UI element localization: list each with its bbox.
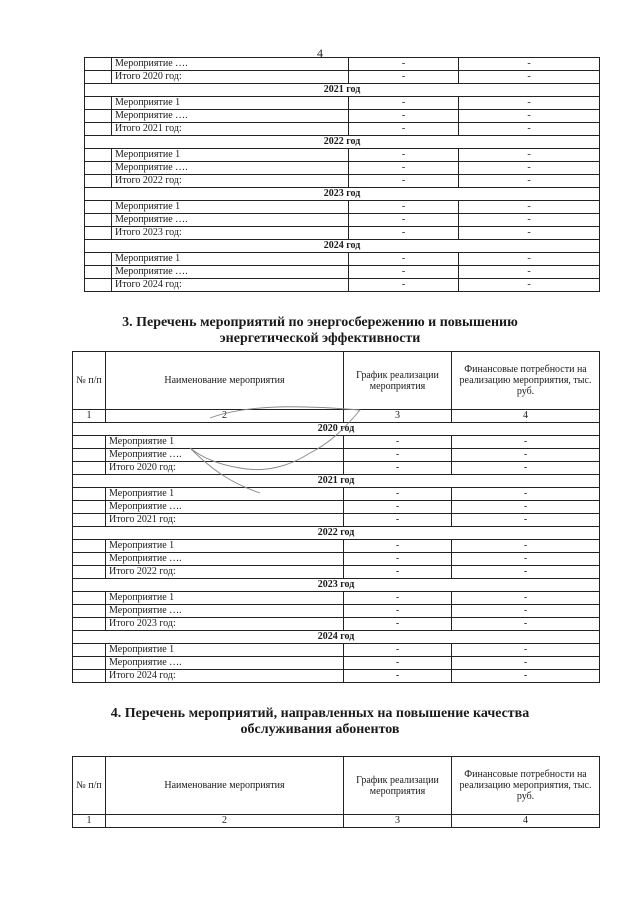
event-name-cell: Мероприятие 1 [106,488,344,501]
table-row [85,253,600,266]
finance-cell: - [452,540,600,553]
num-cell [85,253,112,266]
table-row [85,214,600,227]
schedule-cell: - [344,488,452,501]
schedule-cell: - [344,670,452,683]
table-row [73,436,600,449]
schedule-cell: - [349,110,459,123]
finance-cell: - [452,436,600,449]
table-header-row [73,757,600,815]
header-num: № п/п [73,352,106,410]
year-label: 2022 год [73,527,600,540]
finance-cell: - [459,227,600,240]
table-row [73,592,600,605]
schedule-cell: - [349,266,459,279]
table-row [73,618,600,631]
event-name-cell: Мероприятие 1 [112,253,349,266]
num-cell [85,175,112,188]
year-label: 2021 год [85,84,600,97]
event-name-cell: Мероприятие …. [106,657,344,670]
event-name-cell: Мероприятие …. [106,605,344,618]
num-cell [85,110,112,123]
year-label: 2021 год [73,475,600,488]
finance-cell: - [452,618,600,631]
event-name-cell: Мероприятие …. [106,553,344,566]
event-name-cell: Мероприятие …. [112,58,349,71]
finance-cell: - [459,58,600,71]
energy-saving-table [72,351,600,683]
table-row [85,110,600,123]
finance-cell: - [452,592,600,605]
service-quality-table [72,756,600,828]
year-row [85,84,600,97]
event-name-cell: Итого 2021 год: [112,123,349,136]
table-row [85,71,600,84]
event-name-cell: Мероприятие …. [112,266,349,279]
num-cell [85,227,112,240]
table-row [73,514,600,527]
index-row [73,410,600,423]
finance-cell: - [459,175,600,188]
event-name-cell: Итого 2020 год: [106,462,344,475]
year-row [73,475,600,488]
year-row [73,579,600,592]
event-name-cell: Итого 2024 год: [106,670,344,683]
finance-cell: - [459,110,600,123]
year-row [85,240,600,253]
num-cell [85,266,112,279]
section-4-title-line2: обслуживания абонентов [240,722,400,737]
num-cell [73,618,106,631]
schedule-cell: - [349,175,459,188]
year-label: 2022 год [85,136,600,149]
event-name-cell: Мероприятие 1 [112,97,349,110]
schedule-cell: - [344,436,452,449]
header-name: Наименование мероприятия [106,352,344,410]
table-row [73,449,600,462]
num-cell [73,436,106,449]
num-cell [73,449,106,462]
finance-cell: - [459,253,600,266]
table-row [85,123,600,136]
header-schedule: График реализации мероприятия [344,757,452,815]
num-cell [73,488,106,501]
num-cell [85,162,112,175]
schedule-cell: - [349,227,459,240]
schedule-cell: - [344,501,452,514]
schedule-cell: - [349,97,459,110]
section-3-title-line2: энергетической эффективности [219,331,421,346]
event-name-cell: Мероприятие …. [112,214,349,227]
event-name-cell: Итого 2021 год: [106,514,344,527]
page-number: 4 [317,46,323,60]
num-cell [73,462,106,475]
year-row [85,188,600,201]
schedule-cell: - [344,644,452,657]
section-3-title-line1: 3. Перечень мероприятий по энергосбережению и повышению [122,315,518,330]
table-row [73,501,600,514]
finance-cell: - [452,488,600,501]
finance-cell: - [452,657,600,670]
finance-cell: - [452,566,600,579]
index-cell: 4 [452,815,600,828]
finance-cell: - [459,97,600,110]
schedule-cell: - [349,214,459,227]
table-header-row [73,352,600,410]
table-row [85,201,600,214]
schedule-cell: - [349,58,459,71]
event-name-cell: Мероприятие 1 [106,592,344,605]
num-cell [73,670,106,683]
num-cell [85,214,112,227]
finance-cell: - [452,553,600,566]
index-cell: 3 [344,410,452,423]
schedule-cell: - [349,201,459,214]
schedule-cell: - [344,540,452,553]
index-cell: 2 [106,410,344,423]
schedule-cell: - [349,149,459,162]
finance-cell: - [452,462,600,475]
index-cell: 2 [106,815,344,828]
table-row [73,644,600,657]
year-label: 2023 год [73,579,600,592]
schedule-cell: - [349,123,459,136]
num-cell [73,566,106,579]
section-4-heading [0,706,640,738]
header-finance: Финансовые потребности на реализацию мероприятия, тыс. руб. [452,352,600,410]
num-cell [85,123,112,136]
schedule-cell: - [349,162,459,175]
year-row [85,136,600,149]
table-row [85,175,600,188]
event-name-cell: Мероприятие …. [106,449,344,462]
num-cell [73,553,106,566]
num-cell [85,97,112,110]
schedule-cell: - [344,657,452,670]
event-name-cell: Итого 2024 год: [112,279,349,292]
table-row [73,605,600,618]
header-name: Наименование мероприятия [106,757,344,815]
schedule-cell: - [344,449,452,462]
schedule-cell: - [349,279,459,292]
schedule-cell: - [344,618,452,631]
header-schedule: График реализации мероприятия [344,352,452,410]
table-row [73,670,600,683]
year-label: 2024 год [85,240,600,253]
year-row [73,631,600,644]
event-name-cell: Итого 2022 год: [112,175,349,188]
table-row [85,162,600,175]
schedule-cell: - [344,592,452,605]
schedule-cell: - [344,514,452,527]
schedule-cell: - [349,71,459,84]
finance-cell: - [452,514,600,527]
table-row [85,227,600,240]
num-cell [73,514,106,527]
event-name-cell: Мероприятие …. [106,501,344,514]
schedule-cell: - [349,253,459,266]
finance-cell: - [452,605,600,618]
finance-cell: - [459,279,600,292]
table-row [85,58,600,71]
index-row [73,815,600,828]
num-cell [73,644,106,657]
schedule-cell: - [344,605,452,618]
index-cell: 1 [73,410,106,423]
year-label: 2020 год [73,423,600,436]
table-row [85,149,600,162]
event-name-cell: Мероприятие 1 [112,201,349,214]
schedule-cell: - [344,566,452,579]
section-3-heading [0,315,640,347]
header-finance: Финансовые потребности на реализацию мероприятия, тыс. руб. [452,757,600,815]
num-cell [85,279,112,292]
year-row [73,423,600,436]
table-row [73,566,600,579]
num-cell [73,657,106,670]
finance-cell: - [459,123,600,136]
finance-cell: - [459,149,600,162]
table-row [73,462,600,475]
num-cell [73,592,106,605]
event-name-cell: Итого 2022 год: [106,566,344,579]
finance-cell: - [459,266,600,279]
finance-cell: - [459,162,600,175]
num-cell [73,540,106,553]
schedule-cell: - [344,553,452,566]
finance-cell: - [452,501,600,514]
index-cell: 1 [73,815,106,828]
year-row [73,527,600,540]
finance-cell: - [452,644,600,657]
section-4-title-line1: 4. Перечень мероприятий, направленных на повышение качества [110,706,530,721]
finance-cell: - [459,214,600,227]
schedule-cell: - [344,462,452,475]
num-cell [85,201,112,214]
event-name-cell: Мероприятие 1 [112,149,349,162]
index-cell: 4 [452,410,600,423]
num-cell [85,71,112,84]
event-name-cell: Итого 2023 год: [112,227,349,240]
continuation-table [84,57,600,292]
finance-cell: - [459,71,600,84]
event-name-cell: Мероприятие …. [112,110,349,123]
event-name-cell: Мероприятие 1 [106,644,344,657]
event-name-cell: Мероприятие …. [112,162,349,175]
year-label: 2023 год [85,188,600,201]
table-row [85,97,600,110]
finance-cell: - [452,670,600,683]
header-num: № п/п [73,757,106,815]
event-name-cell: Итого 2023 год: [106,618,344,631]
num-cell [73,501,106,514]
table-row [73,540,600,553]
finance-cell: - [459,201,600,214]
event-name-cell: Мероприятие 1 [106,540,344,553]
event-name-cell: Итого 2020 год: [112,71,349,84]
table-row [85,266,600,279]
table-row [73,657,600,670]
finance-cell: - [452,449,600,462]
num-cell [85,58,112,71]
year-label: 2024 год [73,631,600,644]
index-cell: 3 [344,815,452,828]
num-cell [73,605,106,618]
table-row [85,279,600,292]
num-cell [85,149,112,162]
table-row [73,553,600,566]
event-name-cell: Мероприятие 1 [106,436,344,449]
table-row [73,488,600,501]
